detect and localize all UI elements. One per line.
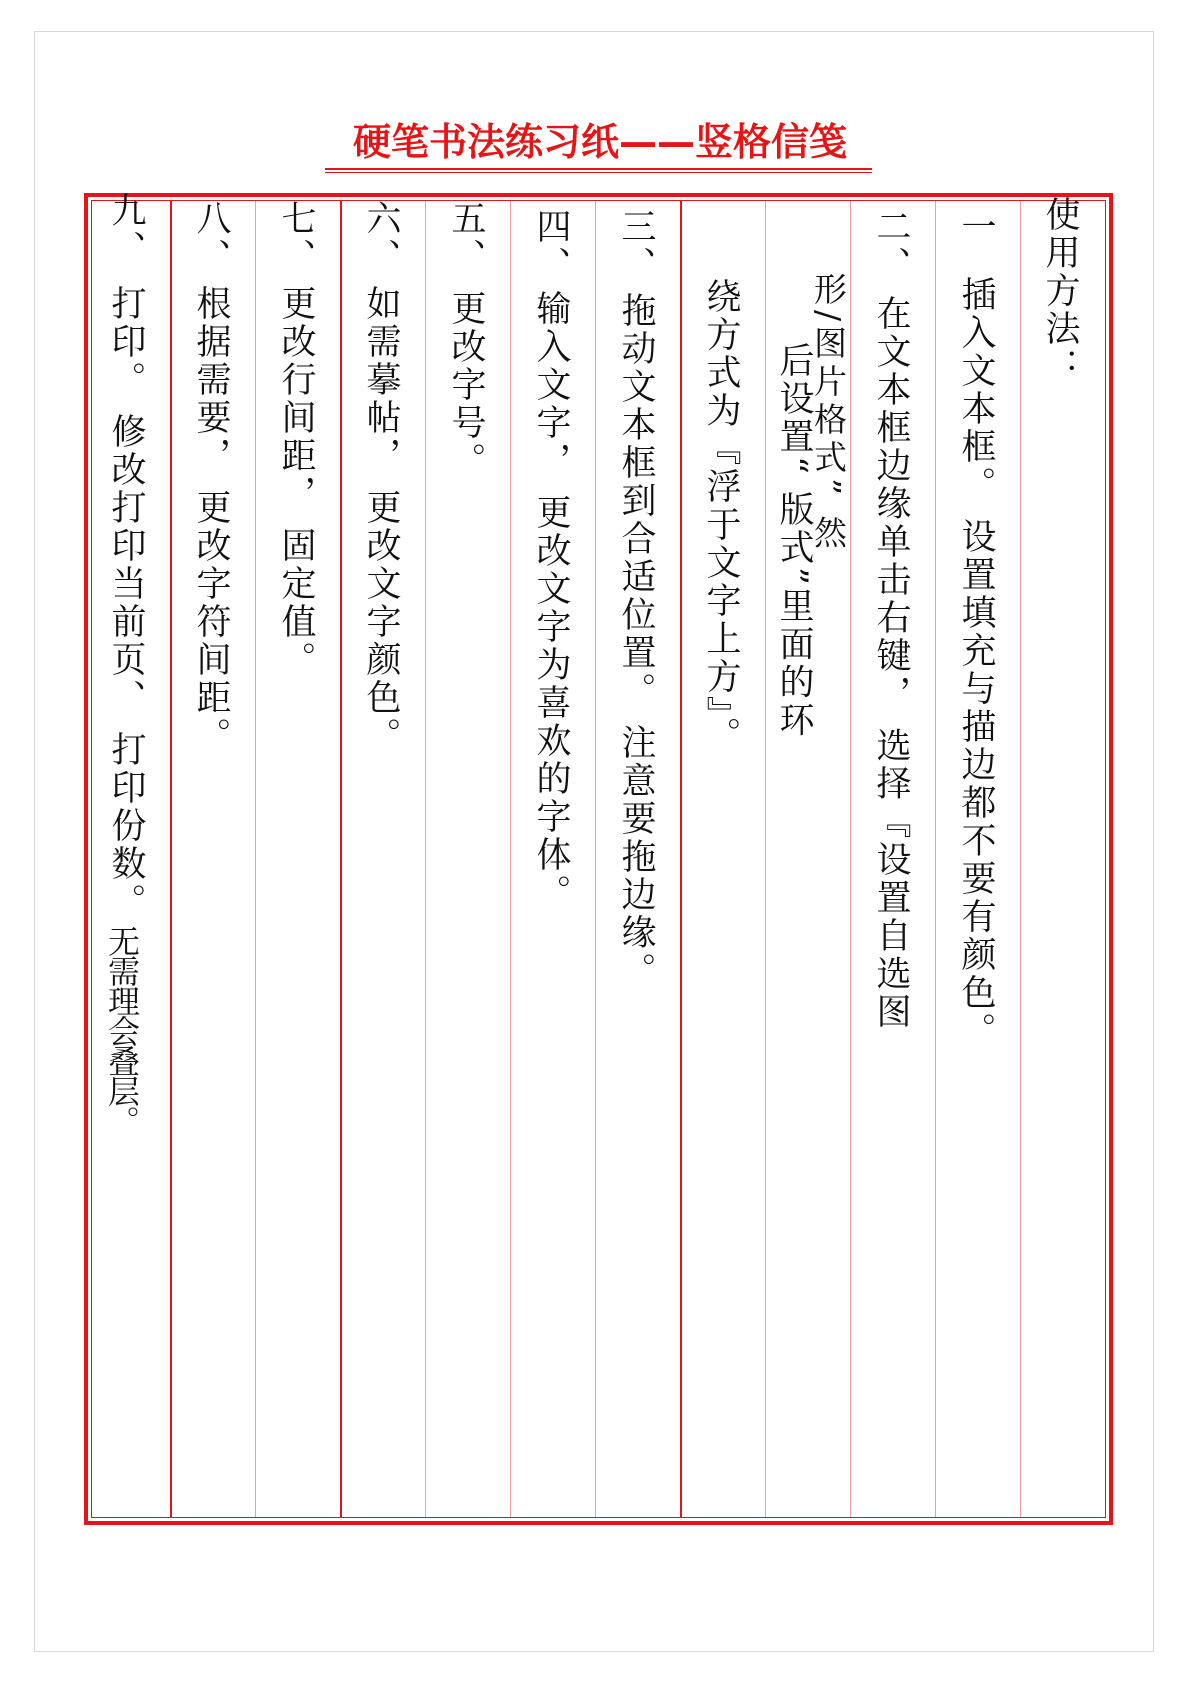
column-number: 九、	[106, 192, 146, 268]
column-number: 八、	[191, 200, 231, 276]
column-text: 拖动文本框到合适位置。 注意要拖边缘。	[616, 292, 656, 991]
column-number: 四、	[531, 208, 571, 284]
column-number: 六、	[361, 200, 401, 276]
column-text: 更改行间距， 固定值。	[276, 285, 316, 680]
column-number: 一	[956, 208, 996, 246]
column-text: 绕方式为『浮于文字上方』。	[701, 278, 741, 755]
title-underline-thin	[325, 172, 872, 173]
column-line	[1020, 201, 1106, 1517]
column-text: 打印。 修改打印当前页、 打印份数。	[106, 285, 146, 922]
column-note: 无需理会叠层。	[103, 925, 141, 1135]
column-text: 插入文本框。 设置填充与描边都不要有颜色。	[956, 276, 996, 1051]
column-number: 七、	[276, 200, 316, 276]
column-text: 形/图片格式” 然	[809, 272, 848, 554]
column-text: 根据需要， 更改字符间距。	[191, 285, 231, 756]
column-text: 在文本框边缘单击右键， 选择『设置自选图	[871, 295, 911, 1032]
column-text: 更改字号。	[446, 290, 486, 480]
column-number: 三、	[616, 208, 656, 284]
page-title: 硬笔书法练习纸——竖格信笺	[352, 120, 847, 164]
column-text: 如需摹帖， 更改文字颜色。	[361, 285, 401, 756]
column-text: 使用方法：	[1040, 196, 1080, 386]
column-number: 二、	[871, 208, 911, 284]
column-number: 五、	[446, 200, 486, 276]
column-text: 后设置“ 版式”里面的环	[774, 342, 814, 740]
column-text: 输入文字， 更改文字为喜欢的字体。	[531, 290, 571, 913]
title-underline	[325, 168, 872, 170]
